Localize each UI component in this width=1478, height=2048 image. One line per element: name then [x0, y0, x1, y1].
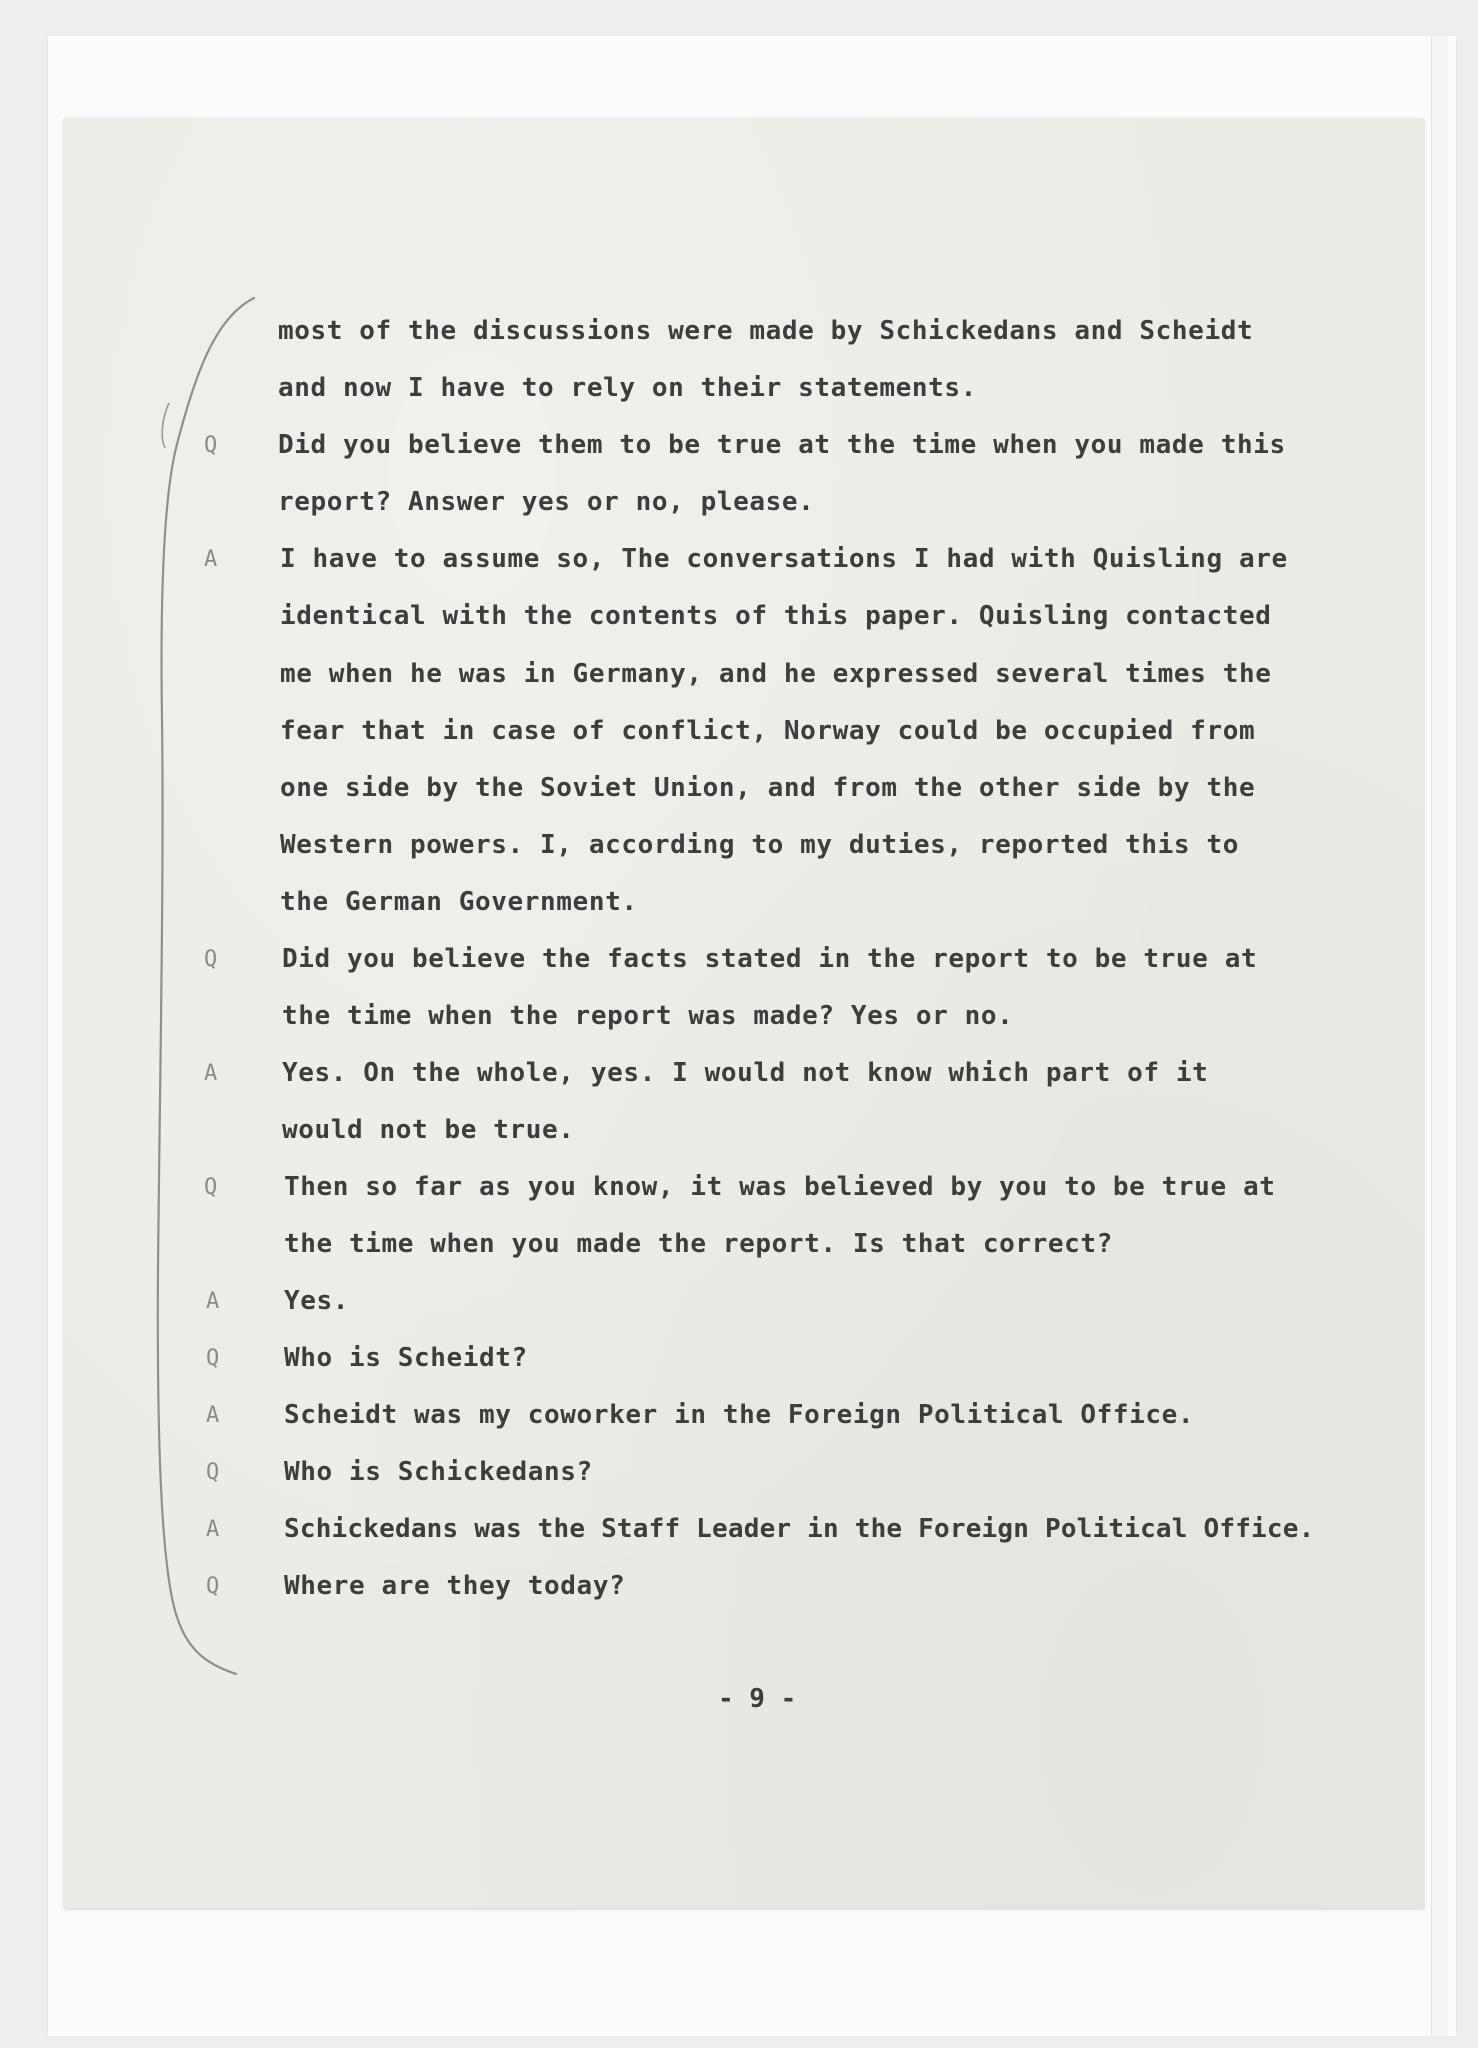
speaker-label: A — [206, 1289, 220, 1314]
mounting-sheet-edge — [1431, 36, 1448, 2036]
speaker-label: Q — [204, 1175, 218, 1200]
transcript-line: one side by the Soviet Union, and from the other side by the — [280, 773, 1256, 803]
transcript-line: Scheidt was my coworker in the Foreign Political Office. — [284, 1400, 1195, 1430]
speaker-label: Q — [204, 433, 218, 458]
transcript-line: report? Answer yes or no, please. — [278, 487, 815, 517]
transcript-line: the time when the report was made? Yes or no. — [282, 1001, 1014, 1031]
transcript-line: Who is Scheidt? — [284, 1343, 528, 1373]
transcript-line: Yes. — [284, 1286, 350, 1316]
transcript-line: Yes. On the whole, yes. I would not know which part of it — [282, 1058, 1209, 1088]
transcript-line: Did you believe them to be true at the time when you made this — [278, 430, 1286, 460]
transcript-line: fear that in case of conflict, Norway could be occupied from — [280, 716, 1256, 746]
transcript-line: Schickedans was the Staff Leader in the Foreign Political Office. — [284, 1514, 1315, 1544]
transcript-line: the time when you made the report. Is that correct? — [284, 1229, 1113, 1259]
speaker-label: Q — [206, 1460, 220, 1485]
transcript-line: and now I have to rely on their statements. — [278, 373, 977, 403]
transcript-line: the German Government. — [280, 887, 638, 917]
speaker-label: A — [206, 1517, 220, 1542]
transcript-line: Western powers. I, according to my duties, reported this to — [280, 830, 1239, 860]
transcript-line: me when he was in Germany, and he expressed several times the — [280, 659, 1272, 689]
speaker-label: Q — [206, 1346, 220, 1371]
page-number: - 9 - — [718, 1684, 797, 1714]
speaker-label: A — [204, 547, 218, 572]
transcript-line: would not be true. — [282, 1115, 575, 1145]
transcript-line: Did you believe the facts stated in the report to be true at — [282, 944, 1258, 974]
transcript-line: I have to assume so, The conversations I had with Quisling are — [280, 544, 1288, 574]
speaker-label: A — [206, 1403, 220, 1428]
transcript-line: identical with the contents of this paper. Quisling contacted — [280, 601, 1272, 631]
transcript-line: Where are they today? — [284, 1571, 626, 1601]
transcript-line: Then so far as you know, it was believed by you to be true at — [284, 1172, 1276, 1202]
transcript-line: most of the discussions were made by Schickedans and Scheidt — [278, 316, 1254, 346]
speaker-label: Q — [206, 1574, 220, 1599]
typed-page — [64, 118, 1424, 1908]
speaker-label: Q — [204, 947, 218, 972]
speaker-label: A — [204, 1061, 218, 1086]
transcript-line: Who is Schickedans? — [284, 1457, 593, 1487]
